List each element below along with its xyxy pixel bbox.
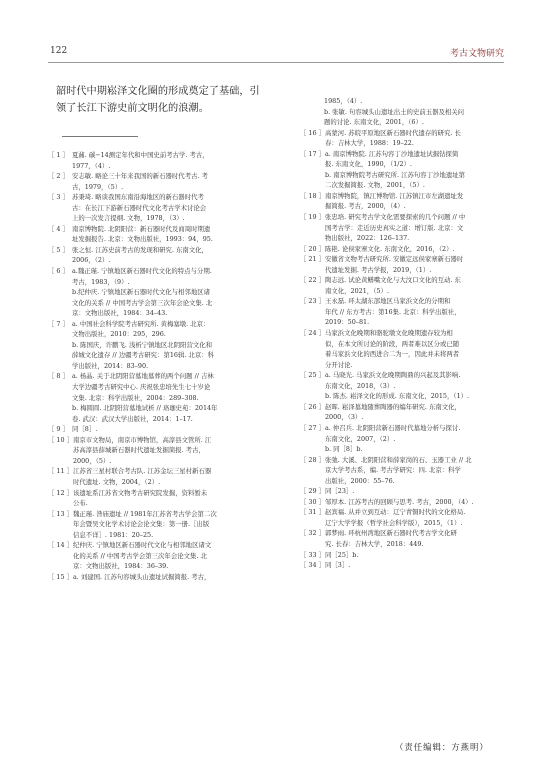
reference-text — [325, 128, 505, 149]
reference-number: ［ 12 ］ — [48, 488, 73, 497]
reference-entry — [300, 402, 505, 423]
reference-line: 张弛. 大溪、北阴阳营和薛家岗的石、玉器工业 // 北 — [324, 455, 472, 464]
reference-line: a. 杨晶. 关于北阴阳营墓地墓葬的两个问题 // 吉林 — [72, 372, 214, 381]
reference-text — [324, 96, 505, 128]
reference-text — [325, 486, 505, 497]
reference-entry — [300, 560, 505, 571]
reference-number: ［ 13 ］ — [48, 509, 73, 518]
reference-text — [325, 149, 505, 191]
reference-line: 东南文化，2007，（2）. — [324, 434, 396, 443]
reference-number — [300, 96, 324, 128]
reference-entry — [48, 245, 284, 266]
reference-line: 江苏省三星村联合考古队. 江苏金坛三星村新石器 — [72, 467, 212, 476]
reference-line: 时代遗址. 文物，2004，（2）. — [72, 477, 161, 486]
reference-entry — [48, 192, 284, 224]
reference-line: 夏鼐. 碳−14测定年代和中国史前考古学. 考古， — [72, 151, 209, 159]
reference-entry — [300, 191, 505, 212]
reference-line: 王永磊. 环太湖东部地区马家浜文化的分期和 — [324, 297, 451, 306]
reference-line: b. 陈国庆，许鹏飞. 浅析宁镇地区北阴阳营文化和 — [72, 340, 213, 349]
journal-title: 考古文物研究 — [449, 49, 504, 59]
reference-number: ［ 2 ］ — [48, 172, 69, 181]
reference-line: 邹厚本. 江苏考古的回顾与思考. 考古，2000，（4）. — [324, 497, 474, 506]
reference-number: ［ 29 ］ — [300, 487, 325, 496]
notes-rule — [62, 136, 138, 137]
reference-text — [73, 509, 284, 541]
reference-number: ［ 6 ］ — [48, 267, 69, 276]
reference-text — [325, 244, 505, 255]
reference-line: 1985，（4）. — [324, 97, 363, 105]
reference-line: 二次发掘简报. 文物，2001，（5）. — [324, 181, 425, 190]
reference-line: b. 南京博物院考古研究所. 江苏句容丁沙地遗址第 — [324, 170, 466, 179]
reference-number: ［ 27 ］ — [300, 423, 325, 432]
reference-line: 上的一次发言提纲. 文物，1978，（3）. — [72, 214, 185, 223]
reference-line: 化的关系 // 中国考古学会第三次年会论文集. 北 — [72, 551, 207, 560]
reference-line: 陶志远. 试论黄鳝嘴文化与大汶口文化的互动. 东 — [324, 276, 461, 285]
reference-number: ［ 14 ］ — [48, 541, 73, 550]
reference-entry — [300, 370, 505, 402]
reference-line: 赵晖. 崧泽墓地随葬陶器的编年研究. 东南文化， — [324, 402, 461, 411]
reference-line: 张忠培. 研究考古学文化需要探索的几个问题 // 中 — [324, 213, 466, 222]
reference-text — [73, 466, 284, 487]
reference-number: ［ 15 ］ — [48, 572, 73, 581]
intro-line: 领了长江下游史前文明化的浪潮。 — [56, 103, 209, 114]
reference-entry — [48, 224, 284, 245]
reference-number: ［ 7 ］ — [48, 319, 69, 328]
reference-text — [325, 550, 505, 561]
header-rule — [48, 62, 504, 63]
reference-number: ［ 16 ］ — [300, 128, 325, 137]
intro-line: 韶时代中期崧泽文化圈的形成奠定了基础，引 — [56, 86, 260, 97]
reference-number: ［ 17 ］ — [300, 149, 325, 158]
reference-line: 同［8］. — [72, 425, 98, 434]
reference-line: 2000，（5）. — [72, 456, 112, 465]
reference-text — [325, 370, 505, 402]
reference-line: a. 仲召兵. 北阴阳营新石器时代墓地分析与探讨. — [324, 423, 461, 432]
reference-line: 同［25］b. — [324, 550, 359, 559]
reference-line: 京：文物出版社，1984：36–39. — [72, 562, 169, 571]
reference-entry — [300, 550, 505, 561]
reference-entry — [300, 455, 505, 487]
reference-text — [325, 507, 505, 528]
reference-line: 苏秉琦. 略谈我国东南沿海地区的新石器时代考 — [72, 193, 204, 202]
reference-line: 该遗址系江苏省文物考古研究院发掘，资料暂未 — [72, 488, 208, 497]
reference-line: b. 梅圆圆. 北阴阳营墓地试析 // 珞珈史苑：2014年 — [72, 404, 218, 413]
reference-line: 年会暨吴文化学术讨论会论文集：第一册.［出版 — [72, 520, 210, 529]
reference-entry — [300, 296, 505, 328]
reference-text — [72, 150, 284, 171]
reference-number: ［ 21 ］ — [300, 255, 325, 264]
reference-line: 安志敏. 略论三十年来我国的新石器时代考古. 考 — [72, 172, 208, 181]
reference-line: 魏正瑾. 昝庙遗址 // 1981年江苏省考古学会第二次 — [72, 509, 217, 518]
reference-number: ［ 8 ］ — [48, 372, 69, 381]
reference-text — [325, 528, 505, 549]
reference-entry — [300, 528, 505, 549]
reference-entry — [48, 466, 284, 487]
reference-number: ［ 5 ］ — [48, 245, 69, 254]
reference-line: 郭梦雨. 环杭州湾地区新石器时代考古学文化研 — [324, 529, 457, 538]
reference-text — [325, 497, 505, 508]
reference-line: 马家浜文化晚期和骆驼墩文化晚期遗存较为相 — [324, 329, 453, 338]
reference-line: 安徽省文物考古研究所. 安徽定远侯家寨新石器时 — [324, 255, 464, 264]
reference-line: b. 陈杰. 崧泽文化的形成. 东南文化，2015，（1）. — [324, 392, 470, 401]
reference-line: 南京市文物局，南京市博物馆，高淳县文管所. 江 — [72, 435, 212, 444]
reference-line: 信息不详］. 1981：20–25. — [72, 530, 154, 539]
reference-line: 赵宾福. 从并立到互动：辽宁青铜时代的文化格局. — [324, 508, 466, 517]
reference-entry — [48, 319, 284, 372]
reference-entry — [48, 171, 284, 192]
reference-text — [72, 319, 284, 372]
reference-number: ［ 18 ］ — [300, 191, 325, 200]
reference-line: 究. 长春：吉林大学，2018：449. — [324, 539, 424, 548]
reference-line: 苏高淳县薛城新石器时代遗址发掘简报. 考古， — [72, 446, 205, 455]
reference-line: a. 中国社会科学院考古研究所. 黄梅塞墩. 北京： — [72, 319, 210, 328]
reference-text — [72, 424, 284, 435]
reference-number: ［ 22 ］ — [300, 276, 325, 285]
reference-number: ［ 34 ］ — [300, 561, 325, 570]
reference-number: ［ 33 ］ — [300, 550, 325, 559]
reference-entry — [48, 540, 284, 572]
reference-number: ［ 20 ］ — [300, 244, 325, 253]
reference-line: 陈艳. 论侯家寨文化. 东南文化，2016，（2）. — [324, 244, 455, 253]
reference-line: 东南文化，2018，（3）. — [324, 381, 396, 390]
reference-line: 古：在长江下游新石器时代文化考古学术讨论会 — [72, 203, 207, 212]
reference-text — [325, 455, 505, 487]
reference-line: 出版社，2000：55–76. — [324, 476, 395, 485]
reference-entry — [300, 328, 505, 370]
references-right-column — [300, 96, 505, 571]
reference-number: ［ 1 ］ — [48, 151, 69, 159]
reference-number: ［ 31 ］ — [300, 508, 325, 517]
reference-line: 古，1979，（5）. — [72, 182, 124, 191]
reference-text — [73, 572, 284, 583]
reference-entry — [300, 244, 505, 255]
reference-entry — [300, 212, 505, 244]
reference-line: 文物出版社，2010：295，296. — [72, 330, 166, 339]
reference-line: 分开讨论. — [324, 360, 353, 369]
reference-line: 学出版社，2014：83–90. — [72, 361, 149, 370]
reference-text — [72, 371, 284, 424]
reference-entry — [300, 96, 505, 128]
reference-line: 掘简报. 考古，2000，（4）. — [324, 202, 406, 211]
reference-text — [325, 191, 505, 212]
reference-line: b. 同［8］b. — [324, 445, 363, 454]
reference-line: 薛城文化遗存 // 边疆考古研究：第16辑. 北京：科 — [72, 351, 214, 360]
reference-text — [325, 423, 505, 455]
reference-line: 代遗址发掘. 考古学报，2019，（1）. — [324, 265, 432, 274]
reference-number: ［ 23 ］ — [300, 297, 325, 306]
reference-entry — [48, 572, 284, 583]
reference-line: 卷. 武汉：武汉大学出版社，2014：1–17. — [72, 414, 193, 423]
reference-line: 春：吉林大学，1988：19–22. — [324, 139, 414, 148]
reference-line: 公布. — [72, 499, 88, 508]
reference-text — [325, 254, 505, 275]
reference-line: b. 张敏. 句容城头山遗址出土的史前玉器及相关问 — [324, 107, 465, 116]
reference-line: 2019：50–81. — [324, 318, 370, 327]
reference-line: a.魏正瑾. 宁镇地区新石器时代文化的特点与分期. — [72, 267, 212, 276]
reference-line: 南京博物院. 北阴阳营：新石器时代及商周时期遗 — [72, 224, 211, 233]
reference-line: 着马家浜文化的西进合二为一，因此并未将两者 — [324, 350, 460, 359]
reference-number: ［ 4 ］ — [48, 224, 69, 233]
reference-line: 报. 东南文化，1990，（1/2）. — [324, 160, 412, 169]
reference-line: 址发掘报告. 北京：文物出版社，1993：94，95. — [72, 235, 213, 244]
reference-number: ［ 24 ］ — [300, 329, 325, 338]
reference-line: 辽宁大学学报（哲学社会科学版），2015，（1）. — [324, 518, 463, 527]
reference-entry — [48, 435, 284, 467]
reference-line: 1977，（4）. — [72, 161, 111, 170]
reference-text — [72, 245, 284, 266]
reference-text — [325, 275, 505, 296]
reference-line: 考古，1983，（9）. — [72, 277, 130, 286]
reference-number: ［ 28 ］ — [300, 455, 325, 464]
references-left-column — [48, 150, 284, 582]
reference-entry — [300, 275, 505, 296]
reference-entry — [48, 488, 284, 509]
reference-line: 2006，（2）. — [72, 256, 111, 265]
reference-entry — [48, 509, 284, 541]
reference-entry — [300, 423, 505, 455]
reference-text — [325, 328, 505, 370]
reference-line: 文集. 北京：科学出版社，2004：289–308. — [72, 393, 199, 402]
reference-line: 同［3］. — [324, 561, 351, 570]
reference-entry — [300, 149, 505, 191]
reference-line: 文化的关系 // 中国考古学会第三次年会论文集. 北 — [72, 298, 213, 307]
page-number: 122 — [50, 46, 68, 56]
reference-entry — [48, 371, 284, 424]
reference-text — [325, 402, 505, 423]
reference-line: 2000，（3）. — [324, 413, 364, 422]
reference-number: ［ 19 ］ — [300, 213, 325, 222]
reference-text — [73, 540, 284, 572]
reference-line: a. 刘建国. 江苏句容城头山遗址试掘简报. 考古， — [72, 572, 211, 581]
reference-entry — [300, 128, 505, 149]
reference-line: 南京博物院，镇江博物馆. 江苏镇江市左湖遗址发 — [324, 191, 464, 200]
reference-line: 物出版社，2022：126–137. — [324, 234, 410, 243]
reference-number: ［ 32 ］ — [300, 529, 325, 538]
reference-line: a. 马晓光. 马家浜文化晚期陶鼎的兴起及其影响. — [324, 371, 461, 380]
editor-credit: （责任编辑：方燕明） — [395, 742, 489, 752]
reference-entry — [48, 424, 284, 435]
reference-text — [72, 266, 284, 319]
reference-text — [72, 224, 284, 245]
reference-number: ［ 3 ］ — [48, 193, 69, 202]
reference-line: 京：文物出版社，1984：34–43. — [72, 309, 168, 318]
reference-number: ［ 9 ］ — [48, 425, 69, 434]
reference-entry — [48, 266, 284, 319]
reference-text — [72, 171, 284, 192]
reference-line: 年代 // 东方考古：第16集. 北京：科学出版社， — [324, 307, 461, 316]
reference-text — [72, 192, 284, 224]
reference-entry — [300, 497, 505, 508]
reference-text — [325, 296, 505, 328]
reference-line: 似，在本文所讨论的阶段，两者难以区分或已随 — [324, 339, 460, 348]
reference-line: 南文化，2021，（5）. — [324, 286, 389, 295]
reference-line: 国考古学：走近历史真实之道：增订版. 北京：文 — [324, 223, 464, 232]
reference-line: 张之恒. 江苏史前考古的发现和研究. 东南文化， — [72, 245, 208, 254]
reference-number: ［ 26 ］ — [300, 402, 325, 411]
reference-number: ［ 30 ］ — [300, 497, 325, 506]
reference-line: 高蒙河. 苏皖平原地区新石器时代遗存的研究. 长 — [324, 128, 461, 137]
reference-text — [73, 488, 284, 509]
reference-line: b.纪仲庆. 宁镇地区新石器时代文化与相邻地区诸 — [72, 288, 210, 297]
reference-entry — [300, 486, 505, 497]
reference-line: 纪仲庆. 宁镇地区新石器时代文化与相邻地区诸文 — [72, 541, 212, 550]
reference-entry — [300, 254, 505, 275]
reference-line: 同［23］. — [324, 487, 355, 496]
reference-number: ［ 25 ］ — [300, 371, 325, 380]
reference-line: a. 南京博物院. 江苏句容丁沙地遗址试掘钻探简 — [324, 149, 459, 158]
reference-line: 大学边疆考古研究中心. 庆祝张忠培先生七十岁论 — [72, 383, 211, 392]
intro-paragraph — [56, 83, 276, 117]
reference-text — [73, 435, 284, 467]
reference-entry — [300, 507, 505, 528]
reference-entry — [48, 150, 284, 171]
reference-text — [325, 212, 505, 244]
reference-number: ［ 10 ］ — [48, 435, 73, 444]
reference-text — [325, 560, 505, 571]
reference-line: 京大学考古系，编. 考古学研究：四. 北京：科学 — [324, 466, 461, 475]
reference-line: 题的讨论. 东南文化，2001，（6）. — [324, 118, 424, 127]
reference-number: ［ 11 ］ — [48, 467, 73, 476]
